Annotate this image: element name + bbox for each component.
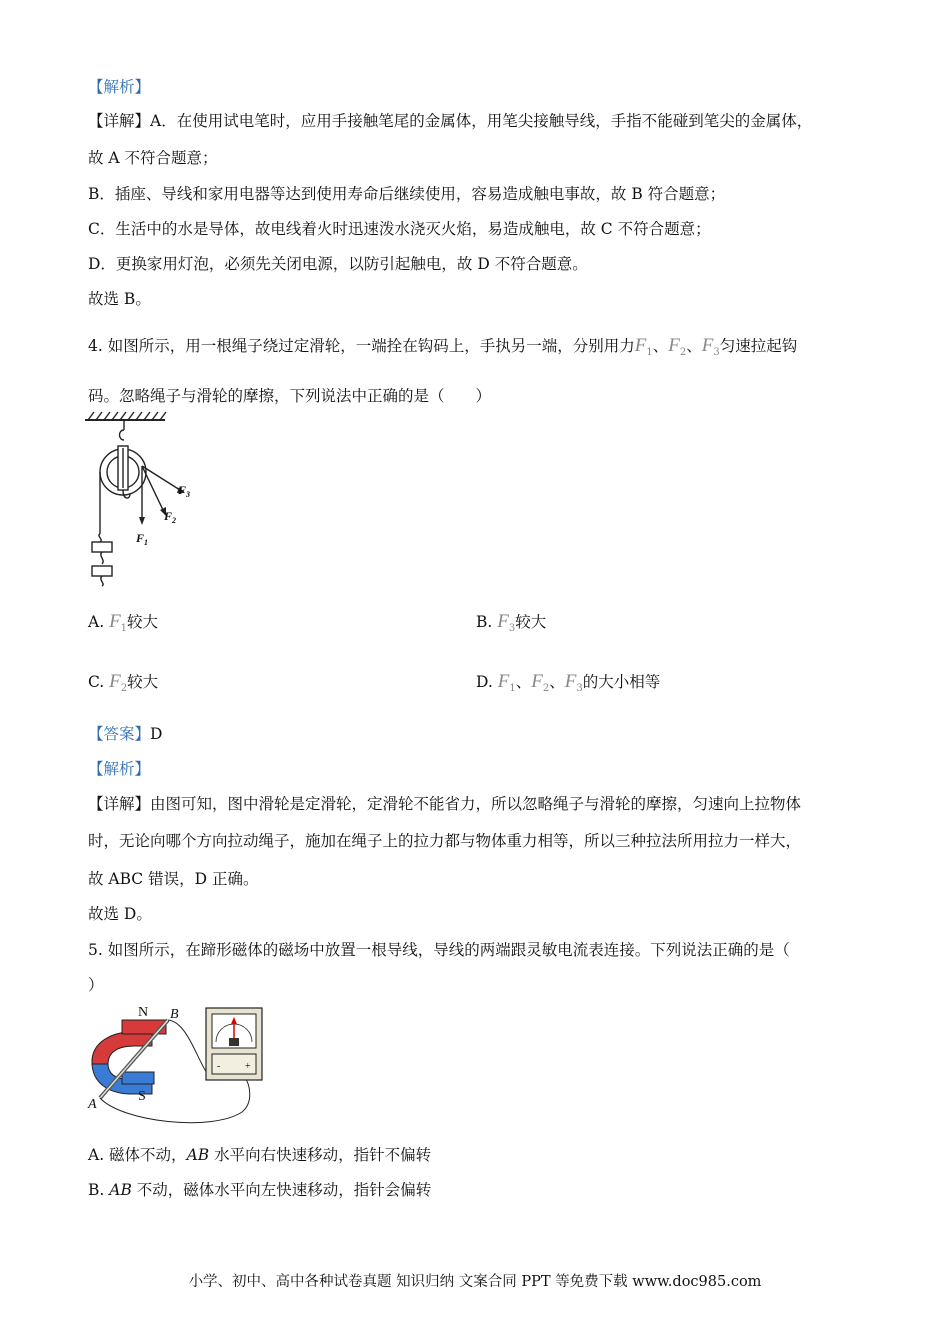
detail-line-1: 【详解】A．在使用试电笔时，应用手接触笔尾的金属体，用笔尖接触导线，手指不能碰到笔尖的金属体， (88, 112, 813, 130)
conclusion-line: 故选 B。 (88, 290, 151, 308)
q4-answer: 【答案】D (88, 725, 163, 743)
pulley-figure (82, 408, 212, 590)
q5-stem-line-1: 5. 如图所示，在蹄形磁体的磁场中放置一根导线，导线的两端跟灵敏电流表连接。下列说法正确的是（ (88, 941, 790, 959)
magnet-n-label: N (138, 1005, 149, 1020)
f3-label: $F_3$ (178, 483, 191, 499)
wire-b-label: B (170, 1007, 179, 1022)
f1-label: $F_1$ (136, 531, 149, 547)
svg-text:+: + (245, 1061, 251, 1072)
q5-option-a: A. 磁体不动，AB 水平向右快速移动，指针不偏转 (88, 1146, 432, 1164)
q4-analysis-tag: 【解析】 (88, 760, 151, 778)
q4-option-a: A. $F_1$较大 (88, 611, 159, 634)
q4-stem-line-1: 4. 如图所示，用一根绳子绕过定滑轮，一端拴在钩码上，手执另一端，分别用力$F_1$、$F_2$、$F_3$匀速拉起钩 (88, 335, 798, 358)
page-footer: 小学、初中、高中各种试卷真题 知识归纳 文案合同 PPT 等免费下载 www.doc985.com (188, 1274, 762, 1290)
q4-explain-line-2: 时，无论向哪个方向拉动绳子，施加在绳子上的拉力都与物体重力相等，所以三种拉法所用拉力一样大， (88, 832, 802, 850)
q4-option-b: B. $F_3$较大 (476, 611, 547, 634)
detail-line-3: B．插座、导线和家用电器等达到使用寿命后继续使用，容易造成触电事故，故 B 符合题意； (88, 185, 726, 203)
q4-explain-line-1: 【详解】由图可知，图中滑轮是定滑轮，定滑轮不能省力，所以忽略绳子与滑轮的摩擦，匀速向上拉物体 (88, 795, 802, 813)
detail-line-2: 故 A 不符合题意； (88, 149, 218, 167)
q4-option-c: C. $F_2$较大 (88, 671, 159, 694)
q4-stem-line-2: 码。忽略绳子与滑轮的摩擦，下列说法中正确的是（ ） (88, 387, 492, 405)
q4-option-d: D. $F_1$、$F_2$、$F_3$的大小相等 (476, 671, 661, 694)
magnet-s-label: S (138, 1089, 146, 1104)
detail-line-4: C．生活中的水是导体，故电线着火时迅速泼水浇灭火焰，易造成触电，故 C 不符合题意； (88, 220, 711, 238)
q4-explain-line-3: 故 ABC 错误，D 正确。 (88, 870, 259, 888)
q5-option-b: B. AB 不动，磁体水平向左快速移动，指针会偏转 (88, 1181, 432, 1199)
svg-text:-: - (217, 1061, 221, 1072)
magnet-galvanometer-figure (82, 1002, 272, 1130)
f2-label: $F_2$ (164, 509, 177, 525)
detail-line-5: D．更换家用灯泡，必须先关闭电源，以防引起触电，故 D 不符合题意。 (88, 255, 588, 273)
q5-stem-line-2: ） (88, 976, 104, 994)
q4-conclusion: 故选 D。 (88, 905, 152, 923)
wire-a-label: A (88, 1097, 97, 1112)
analysis-tag: 【解析】 (88, 78, 151, 96)
